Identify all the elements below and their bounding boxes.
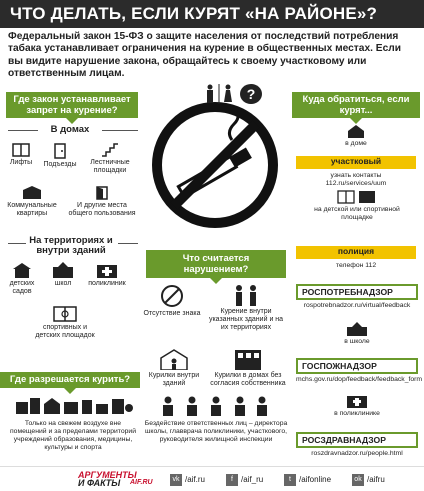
elevator-icon (12, 143, 30, 157)
item-kindergarten-label: детских садов (9, 280, 35, 295)
smoking-room-icon (159, 348, 189, 370)
ok-icon: ok (352, 474, 364, 486)
smoking-people-icon (231, 284, 261, 306)
item-playgrounds (30, 306, 100, 340)
stairs-icon (101, 143, 119, 157)
social-twitter-label: /aifonline (299, 475, 332, 485)
item-communal-label: Коммунальные квартиры (7, 202, 57, 217)
homes-divider-right (102, 130, 138, 131)
apartment-smoke-icon (233, 348, 263, 370)
apartment-icon (22, 186, 42, 200)
facebook-icon: f (226, 474, 238, 486)
item-school (46, 262, 80, 288)
violation-smoking-rooms (142, 348, 206, 388)
item-stairs (82, 143, 138, 175)
header-bar (0, 0, 424, 28)
item-elevators (4, 143, 38, 167)
where-home (330, 124, 382, 148)
item-clinic (84, 262, 130, 288)
where-clinic (322, 394, 392, 418)
where-playground (300, 190, 414, 222)
item-common-places-label: И другие места общего пользования (68, 202, 136, 217)
violation-home-rooms-label: Курилки в домах без согласия собственника (210, 372, 286, 387)
item-common-places (66, 186, 138, 218)
item-school-label: школ (54, 280, 72, 287)
door-open-icon (95, 186, 109, 200)
violation-officials: Бездействие ответственных лиц – директора школы, главврача поликлиники, участкового, руководителя жилищной инспекции (144, 420, 288, 443)
where-school (330, 322, 384, 346)
no-smoking-icon (150, 100, 280, 230)
brand-site: AIF.RU (130, 479, 153, 486)
violation-smoking-inside (206, 284, 286, 332)
agency-gospozhnadzor: ГОСПОЖНАДЗОР (296, 358, 418, 374)
vk-icon: vk (170, 474, 182, 486)
clinic-small-icon (346, 394, 368, 408)
playground-icon (53, 306, 77, 322)
social-facebook-label: /aif_ru (241, 475, 264, 485)
playground-small-icon (337, 190, 377, 204)
violation-no-sign (142, 284, 202, 318)
footer (0, 466, 424, 491)
city-icon (14, 396, 134, 414)
item-playgrounds-label: спортивных и детских площадок (35, 324, 95, 339)
kindergarten-icon (12, 262, 32, 278)
brand-line-2: И ФАКТЫ (78, 478, 121, 488)
violation-smoking-inside-label: Курение внутри указанных зданий и на их территориях (208, 308, 284, 331)
social-ok-label: /aifru (367, 475, 385, 485)
uchastkovy-link[interactable]: 112.ru/services/uum (325, 180, 387, 187)
social-vk-label: /aif.ru (185, 475, 206, 485)
social-facebook[interactable] (226, 474, 263, 486)
brand-logo (78, 471, 137, 487)
item-clinic-label: поликлиник (88, 280, 126, 287)
item-elevators-label: Лифты (9, 159, 33, 166)
violation-heading: Что считается нарушением? (146, 250, 286, 278)
violation-smoking-rooms-label: Курилки внутри зданий (148, 372, 200, 387)
no-sign-icon (160, 284, 184, 308)
police-badge: полиция (296, 246, 416, 259)
clinic-icon (96, 262, 118, 278)
ban-heading: Где закон устанавливает запрет на курение? (6, 92, 138, 118)
school-small-icon (346, 322, 368, 336)
house-icon (346, 124, 366, 138)
item-entrances (40, 143, 80, 169)
social-vk[interactable] (170, 474, 205, 486)
violation-no-sign-label: Отсутствие знака (143, 310, 201, 317)
question-icon: ? (240, 84, 262, 104)
item-kindergarten (4, 262, 40, 296)
social-twitter[interactable] (284, 474, 331, 486)
allowed-heading: Где разрешается курить? (0, 372, 140, 388)
school-icon (52, 262, 74, 278)
where-playground-label: на детской или спортивной площадке (314, 206, 400, 221)
item-entrances-label: Подъезды (43, 161, 77, 168)
where-clinic-label: в поликлинике (334, 410, 380, 417)
brand-line-1: АРГУМЕНТЫ (78, 470, 137, 480)
door-icon (53, 143, 67, 159)
agency-roszdravnadzor-link[interactable]: roszdravnadzor.ru/people.html (311, 450, 403, 457)
police-phone: телефон 112 (335, 262, 377, 269)
territories-title: На территориях и внутри зданий (29, 235, 113, 256)
homes-divider-left (8, 130, 38, 131)
twitter-icon: t (284, 474, 296, 486)
violation-home-rooms (210, 348, 286, 388)
territories-divider-right (118, 243, 138, 244)
uchastkovy-text: узнать контакты (330, 172, 382, 179)
territories-divider-left (8, 243, 26, 244)
where-home-label: в доме (345, 140, 367, 147)
intro-text: Федеральный закон 15-ФЗ о защите населения от последствий потребления табака устанавливает ограничения на курение в общественных местах. Если вы видите нарушение закона, обращайтесь к своему участковому или ответственным лицам. (8, 31, 401, 80)
homes-title: В домах (50, 124, 90, 135)
agency-rospotrebnadzor: РОСПОТРЕБНАДЗОР (296, 284, 418, 300)
restroom-icon (202, 84, 236, 104)
allowed-text: Только на свежем воздухе вне помещений и за пределами территорий учреждений образования, медицины, культуры и спорта (10, 420, 136, 451)
agency-gospozhnadzor-link[interactable]: mchs.gov.ru/dop/feedback/feedback_form (296, 376, 423, 383)
where-school-label: в школе (344, 338, 370, 345)
uchastkovy-badge: участковый (296, 156, 416, 169)
officials-icon (158, 396, 270, 416)
agency-roszdravnadzor: РОСЗДРАВНАДЗОР (296, 432, 418, 448)
item-stairs-label: Лестничные площадки (90, 159, 130, 174)
agency-rospotrebnadzor-link[interactable]: rospotrebnadzor.ru/virtual/feedback (303, 302, 411, 309)
social-ok[interactable] (352, 474, 385, 486)
item-communal (4, 186, 60, 218)
page-title: ЧТО ДЕЛАТЬ, ЕСЛИ КУРЯТ «НА РАЙОНЕ»? (10, 4, 378, 23)
where-heading: Куда обратиться, если курят... (292, 92, 420, 118)
